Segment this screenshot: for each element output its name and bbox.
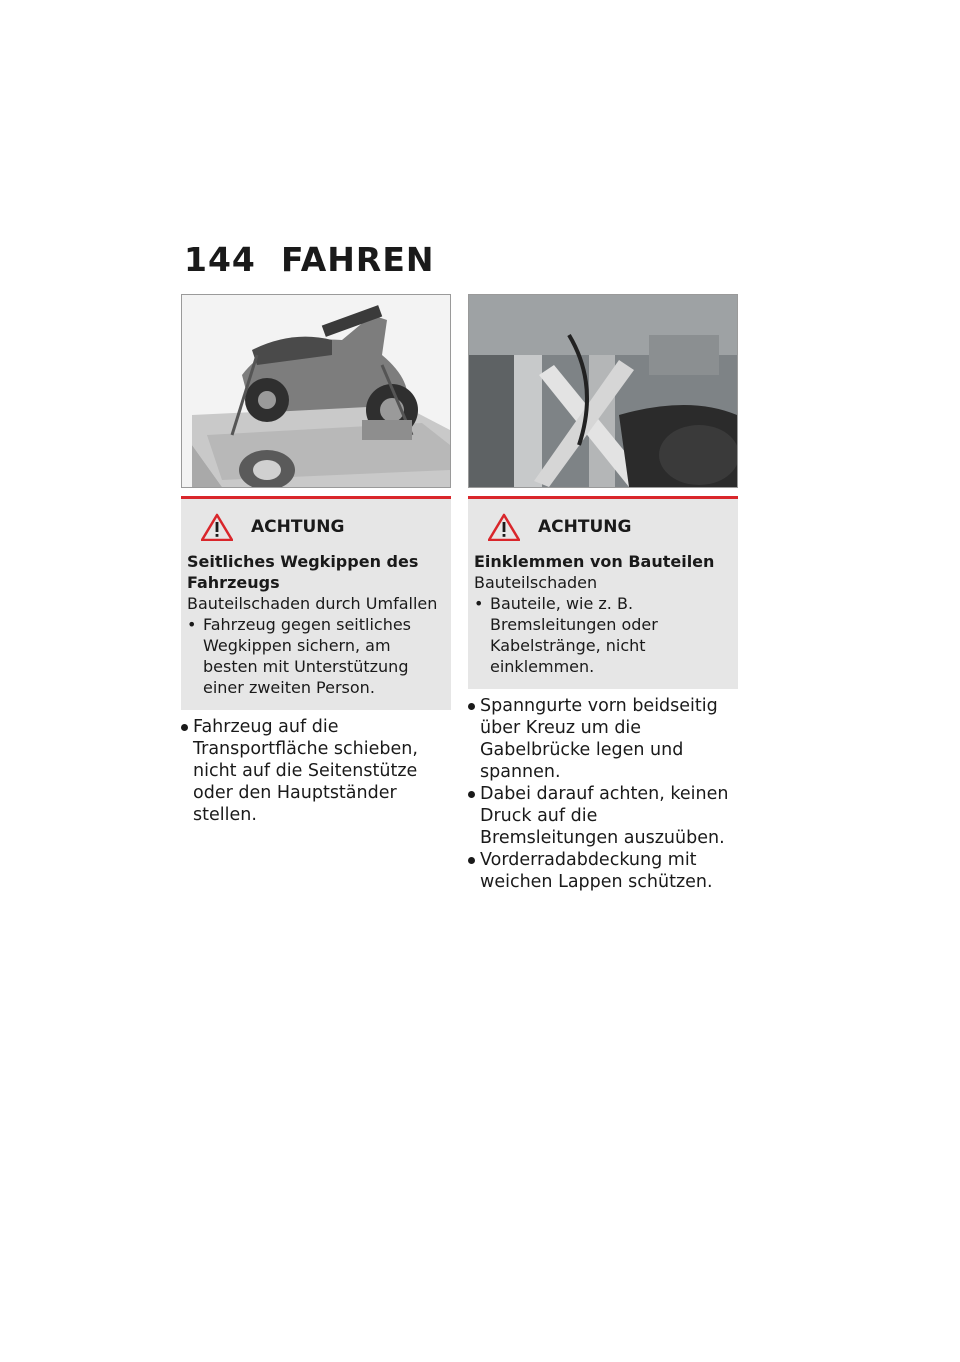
warning-box: [468, 499, 738, 689]
warning-header: [488, 513, 734, 541]
right-column: [468, 294, 738, 893]
warning-label: ACHTUNG: [251, 516, 345, 537]
instruction-item: Fahrzeug auf die Transportfläche schieben, nicht auf die Seitenstütze oder den Hauptständer stellen.: [181, 716, 451, 826]
warning-triangle-icon: [201, 513, 233, 541]
warning-measure-item: • Bauteile, wie z. B. Bremsleitungen oder Kabelstränge, nicht einklemmen.: [472, 593, 734, 677]
warning-label: ACHTUNG: [538, 516, 632, 537]
instruction-item: Vorderradabdeckung mit weichen Lappen schützen.: [468, 849, 738, 893]
warning-measures: [185, 614, 447, 698]
instruction-list: [468, 695, 738, 893]
scooter-on-trailer-image: [181, 294, 451, 488]
instruction-list: [181, 716, 451, 826]
warning-title: Seitliches Wegkippen des Fahrzeugs: [187, 552, 419, 592]
warning-measure-item: • Fahrzeug gegen seitliches Wegkippen sichern, am besten mit Unterstützung einer zweiten Person.: [185, 614, 447, 698]
warning-title: Einklemmen von Bauteilen: [474, 552, 715, 571]
left-column: [181, 294, 451, 826]
fork-strap-image: [468, 294, 738, 488]
page-number: 144: [184, 240, 256, 279]
instruction-item: Spanngurte vorn beidseitig über Kreuz um die Gabelbrücke legen und spannen.: [468, 695, 738, 783]
warning-consequence: Bauteilschaden: [474, 573, 598, 592]
instruction-item: Dabei darauf achten, keinen Druck auf die Bremsleitungen auszuüben.: [468, 783, 738, 849]
section-title: FAHREN: [281, 240, 435, 279]
page-header: [184, 240, 435, 279]
warning-header: [201, 513, 447, 541]
warning-consequence: Bauteilschaden durch Umfallen: [187, 594, 438, 613]
warning-triangle-icon: [488, 513, 520, 541]
warning-measures: [472, 593, 734, 677]
warning-box: [181, 499, 451, 710]
